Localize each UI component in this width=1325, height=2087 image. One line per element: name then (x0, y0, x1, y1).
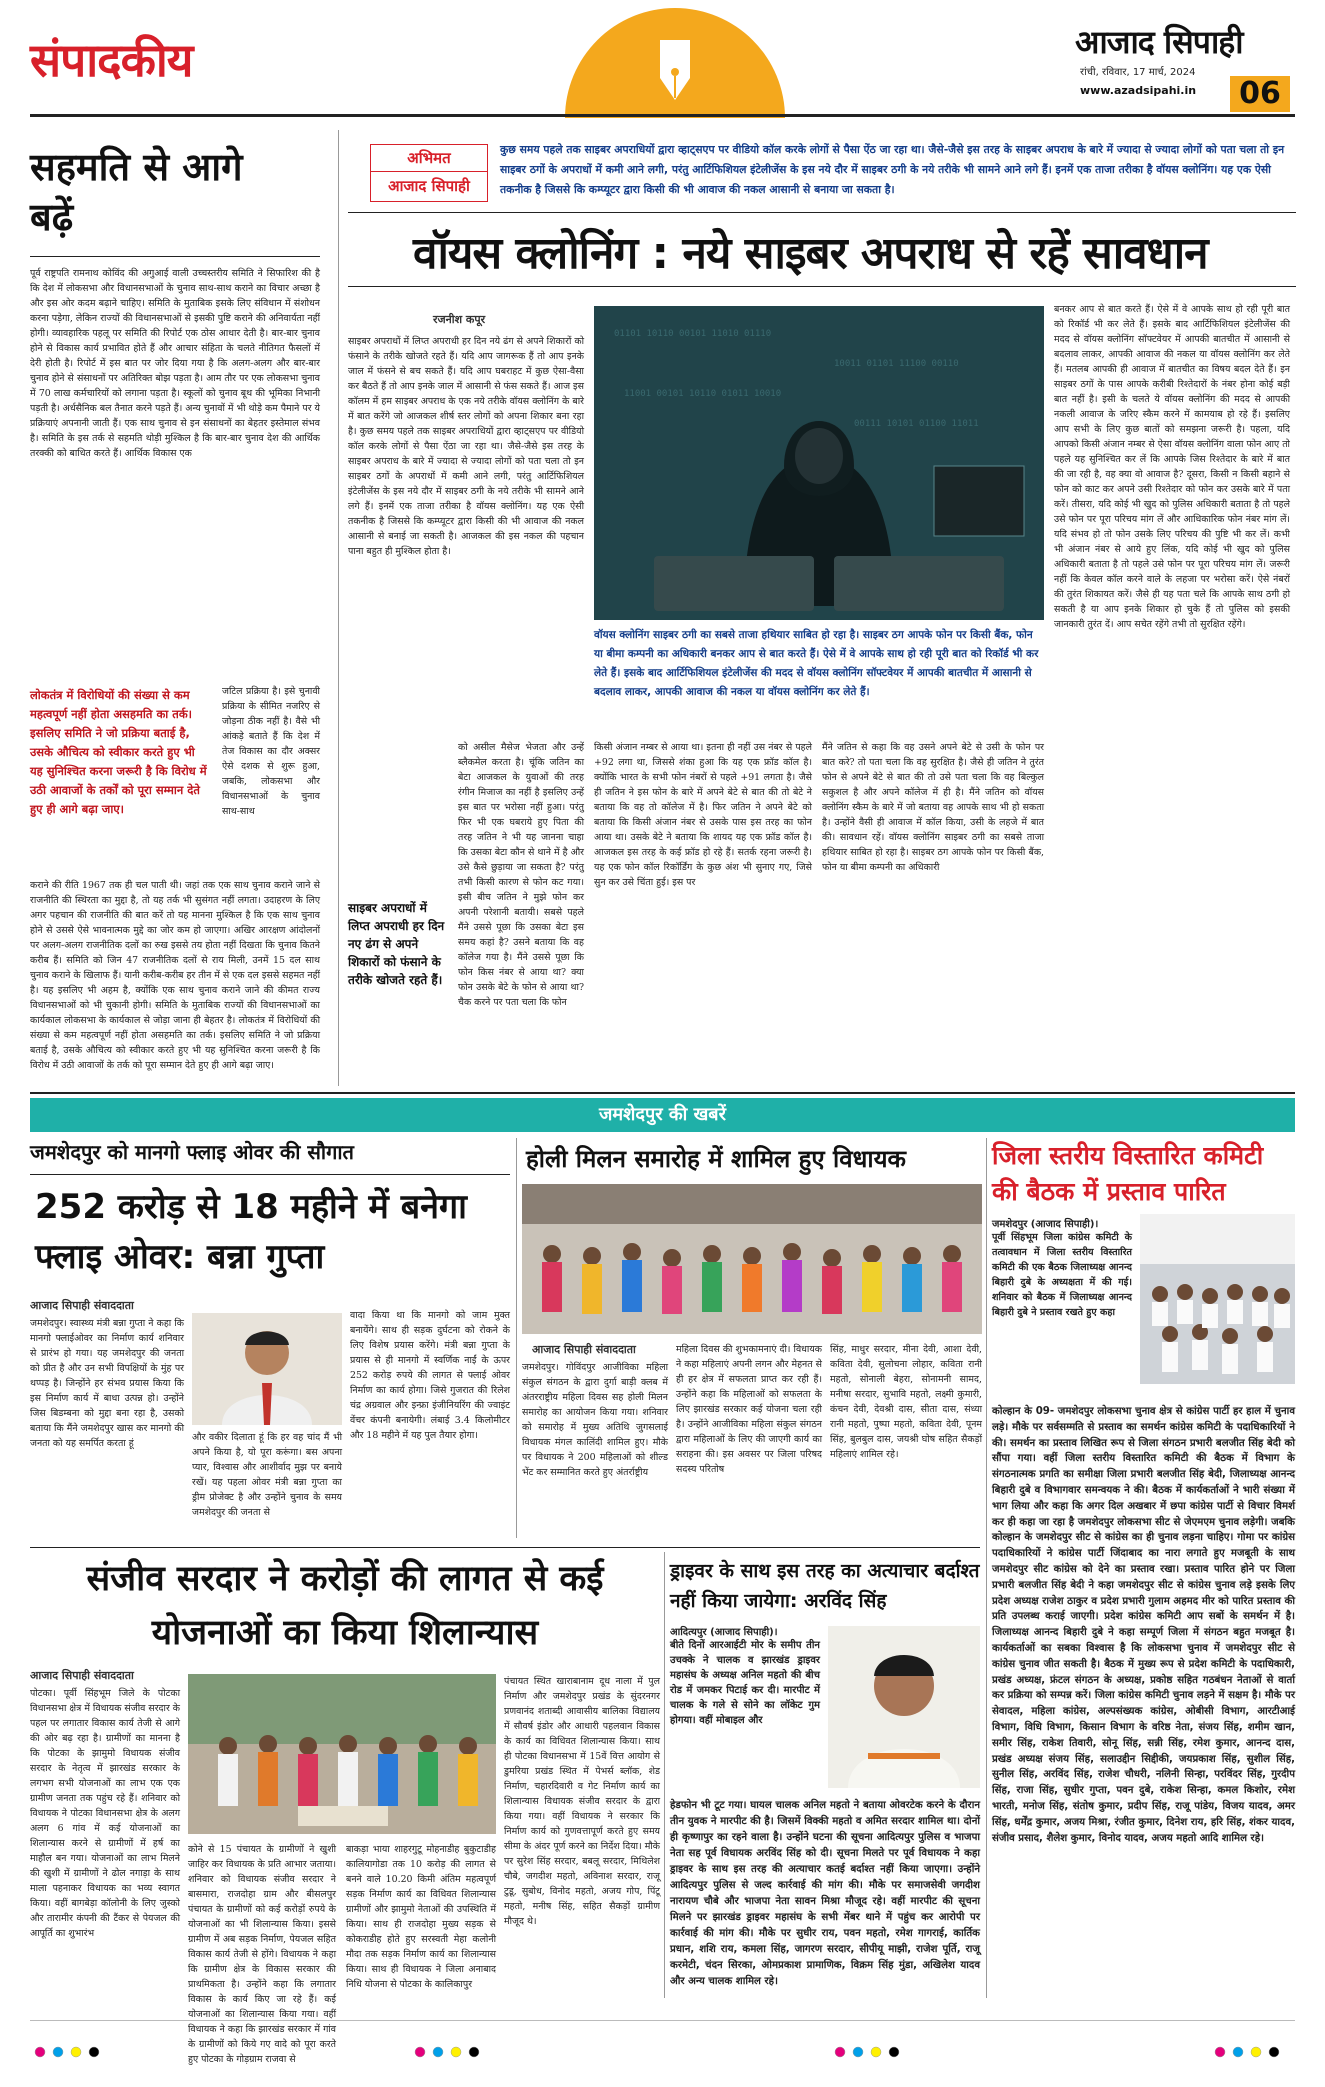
story-driver (670, 1552, 980, 2002)
opinion-intro: कुछ समय पहले तक साइबर अपराधियों द्वारा व्हाट्सएप पर वीडियो कॉल करके लोगों से पैसा ऐंठ जा रहा था। जैसे-जैसे इस तरह के साइबर अपराध के बारे में ज्यादा से ज्यादा लोगों को पता चला तो इन साइबर ठगों के अपराधों में कमी आने लगी, परंतु आर्टिफिशियल इंटेलीजेंस के इस नये दौर में साइबर ठगी के नये तरीके भी सामने आने लगे हैं। इनमें एक ताजा तरीका है वॉयस क्लोनिंग। यह एक ऐसी तकनीक है जिससे कि कम्प्यूटर द्वारा किसी की भी आवाज की नकल आसानी से बनाया जा सकता है। (500, 143, 1285, 196)
editorial-body-3: कराने की रीति 1967 तक ही चल पाती थी। जहां तक एक साथ चुनाव कराने जाने से राजनीति की स्थिरता का मुद्दा है, तो यह तर्क भी सुसंगत नहीं लगता। उदाहरण के लिए अगर पहचान की राजनीति की बात करें तो यह मानना मुश्किल है कि एक साथ चुनाव होने से उससे ऐसे भावनात्मक मुद्दे का जोर कम हो जाएगा। अखिर आरक्षण आंदोलनों पर अलग-अलग राजनीतिक दलों का रुख इससे तय होता नहीं दिखता कि चुनाव कितने करीब हैं। समिति को जिन 47 राजनीतिक दलों से राय मिली, उनमें 15 दल साथ चुनाव कराने के खिलाफ हैं। यानी करीब-करीब हर तीन में से एक दल इससे सहमत नहीं है। यह इसलिए भी अहम है, क्योंकि एक साथ चुनाव कराने जाने की कीमत राज्य विधानसभाओं को भी चुकानी होगी। समिति के मुताबिक राज्यों की विधानसभाओं का कार्यकाल लोकसभा के कार्यकाल से जोड़ा जाना ही बेहतर है। लोकतंत्र में विरोधियों की संख्या से कम महत्वपूर्ण नहीं होता असहमति का तर्क। इसलिए समिति ने जो प्रक्रिया बताई है, उसके औचित्य को स्वीकार करते हुए भी यह सुनिश्चित करना जरूरी है कि विरोध में उठी आवाजों के तर्क को पूरा सम्मान देते हुए ही आगे बढ़ा जाए। (30, 880, 320, 1071)
registration-dot (1233, 2047, 1243, 2057)
page-number: 06 (1230, 76, 1290, 112)
svg-text:10011 01101 11100 00110: 10011 01101 11100 00110 (834, 359, 959, 369)
jamshedpur-banner (30, 1098, 1295, 1132)
story1-body-2: और वकीर दिलाता हूं कि हर वह चांद मैं भी अपने किया है, यो पूरा करूंगा। बस अपना प्यार, विश्वास और आशीर्वाद मुझ पर बनाये रखें। यह पहला ओवर मंत्री बन्ना गुप्ता का ड्रीम प्रोजेक्ट है और उन्होंने चुनाव के समय जमशेदपुर की जनता से (192, 1432, 342, 1518)
registration-dot (89, 2047, 99, 2057)
meeting-photo (1140, 1214, 1295, 1384)
opinion-title: वॉयस क्लोनिंग : नये साइबर अपराध से रहें सावधान (413, 228, 1208, 279)
svg-text:11001 00101 10110 01011 10010: 11001 00101 10110 01011 10010 (624, 389, 782, 399)
footer-color-dots (30, 2044, 1295, 2058)
opinion-col-c: मैंने जतिन से कहा कि वह उसने अपने बेटे से उसी के फोन पर बात करे? तो पता चला कि वह सुरक्षित है। जैसे ही जतिन ने तुरंत फोन से अपने बेटे से बात की तो उसे पता चला कि वह बिल्कुल सकुशल है और अपने कॉलेज में ही है। मैंने जतिन को वॉयस क्लोनिंग स्कैम के बारे में जो बताया वह आपके साथ भी हो सकता है। उन्होंने वैसी ही आवाज में कॉल किया, उसी के लहजे में बात की। सावधान रहें। वॉयस क्लोनिंग साइबर ठगी का सबसे ताजा हथियार साबित हो रहा है। साइबर ठग आपके फोन पर किसी बैंक, फोन या बीमा कम्पनी का अधिकारी (822, 742, 1044, 873)
registration-dot (433, 2047, 443, 2057)
holi-photo (522, 1184, 982, 1334)
photo-caption: वॉयस क्लोनिंग साइबर ठगी का सबसे ताजा हथियार साबित हो रहा है। साइबर ठग आपके फोन पर किसी बैंक, फोन या बीमा कम्पनी का अधिकारी बनकर आप से बात करते हैं। ऐसे में वे आपके साथ हो रही पूरी बात को रिकॉर्ड भी कर लेते हैं। इसके बाद आर्टिफिशियल इंटेलीजेंस की मदद से वॉयस क्लोनिंग सॉफ्टवेयर में आपकी बातचीत में आसानी से बदलाव लाकर, आपकी आवाज की नकल या वॉयस क्लोनिंग कर लेते हैं। (594, 629, 1039, 698)
arvind-singh-photo (828, 1626, 980, 1788)
banner-label: जमशेदपुर की खबरें (599, 1104, 726, 1125)
editorial-body-2: जटिल प्रक्रिया है। इसे चुनावी प्रक्रिया के सीमित नजरिए से जोड़ना ठीक नहीं है। वैसे भी आंकड़े बताते हैं कि देश में तेज विकास का दौर अक्सर ऐसे दशक से शुरू हुआ, जबकि, लोकसभा और विधानसभाओं के चुनाव साथ-साथ (222, 686, 320, 817)
sidebar-quote: साइबर अपराधों में लिप्त अपराधी हर दिन नए ढंग से अपने शिकारों को फंसाने के तरीके खोजते रहते हैं। (348, 901, 445, 987)
story2-body-2: महिला दिवस की शुभकामनाएं दी। विधायक ने कहा महिलाएं अपनी लगन और मेहनत से ही हर क्षेत्र में सफलता प्राप्त कर रही हैं। उन्होंने कहा कि महिलाओं को सफलता के लिए झारखंड सरकार कई योजना चला रही है। उन्होंने आजीविका महिला संकुल संगठन द्वारा महिलाओं के लिए की जाएगी कार्य का सराहना की। इस अवसर पर जिला परिषद सदस्य परितोष (676, 1344, 822, 1475)
story1-body-1: जमशेदपुर। स्वास्थ्य मंत्री बन्ना गुप्ता ने कहा कि मानगो फ्लाईओवर का निर्माण कार्य शनिवार से प्रारंभ हो गया। यह जमशेदपुर की जनता को प्रीत है और उन सभी विपक्षियों के मुंह पर थप्पड़ है। जिन्होंने हर संभव प्रयास किया कि इस निर्माण कार्य में बाधा उत्पन्न हो। उन्होंने जिस बिडम्बना को मुद्दा बना रहा है, उसको बताया कि मैंने जमशेदपुर खास कर मानगो की जनता को यह समर्पित करता हूं (30, 1318, 184, 1449)
opinion-col-b: किसी अंजान नम्बर से आया था। इतना ही नहीं उस नंबर से पहले +92 लगा था, जिससे शंका हुआ कि यह एक फ्रॉड कॉल है। क्योंकि भारत के सभी फोन नंबरों से पहले +91 लगता है। जैसे ही जतिन ने इस फोन के बारे में अपने बेटे से बात की तो बेटे ने बताया कि वह तो कॉलेज में है। फिर जतिन ने अपने बेटे को बताया कि किसी अंजान नंबर से उसके पास इस तरह का फोन आया था। उसके बेटे ने बताया कि शायद यह एक फ्रॉड कॉल है। आजकल इस तरह के कई फ्रॉड हो रहे हैं। सतर्क रहना जरूरी है। यह एक फोन कॉल रिकॉर्डिंग के कुछ अंश भी सुनाए गए, जिसे सुन कर उसे चिंता हुई। इस पर (594, 742, 812, 888)
story2-body-3: सिंह, माधुर सरदार, मीना देवी, आशा देवी, कविता देवी, सुलोचना लोहार, कविता रानी महतो, सोनाली बेहरा, सोनामनी सामद, मनीषा सरदार, सुभावि महतो, लक्ष्मी कुमारी, कंचन देवी, देवश्री दास, सीता दास, संध्या रानी महतो, पुष्पा महतो, कविता देवी, पूनम सिंह, बुलबुल दास, जयश्री घोष सहित सैकड़ों महिलाएं शामिल रहे। (830, 1344, 982, 1460)
story5-body: हेडफोन भी टूट गया। घायल चालक अनिल महतो ने बताया ओवरटेक करने के दौरान तीन युवक ने मारपीट की है। जिसमें विक्की महतो व अमित सरदार शामिल था। दोनों ही कृष्णापुर का रहने वाला है। उन्होंने घटना की सूचना आदित्यपुर पुलिस व भाजपा नेता सह पूर्व विधायक अरविंद सिंह को दी। सूचना मिलते पर पूर्व विधायक ने कहा ड्राइवर के साथ इस तरह की अत्याचार कतई बर्दाश्त नहीं किया जाएगा। उन्होंने आदित्यपुर पुलिस से जल्द कार्रवाई की मांग की। मौके पर समाजसेवी जगदीश नारायण चौबे और भाजपा नेता सावन मिश्रा मौजूद रहे। वहीं मारपीट की सूचना मिलने पर झारखंड ड्राइवर महासंघ के सभी मेंबर थाने में पहुंच कर आरोपी पर कार्रवाई की मांग की। मौके पर सुधीर राय, पवन महतो, रमेश गागराई, कार्तिक प्रधान, शशि राय, कमला सिंह, जागरण सरदार, सीपीयू माझी, राजेश पूर्ति, राजू करमेटी, चंदन सिरका, ओमप्रकाश प्रामाणिक, विक्रम सिंह मुंडा, अखिलेश यादव और अन्य चालक शामिल रहे। (670, 1800, 980, 1987)
story1-title: 252 करोड़ से 18 महीने में बनेगा फ्लाइ ओवर: बन्ना गुप्ता (35, 1187, 467, 1277)
story3-title: जिला स्तरीय विस्तारित कमिटी की बैठक में प्रस्ताव पारित (992, 1141, 1264, 1206)
opinion (348, 126, 1296, 1086)
registration-dot (1215, 2047, 1225, 2057)
registration-dot (415, 2047, 425, 2057)
registration-dot (35, 2047, 45, 2057)
section-label: संपादकीय (30, 33, 193, 87)
story5-title: ड्राइवर के साथ इस तरह का अत्याचार बर्दाश्त नहीं किया जायेगा: अरविंद सिंह (670, 1560, 980, 1612)
story-flyover (30, 1138, 510, 1543)
paper-name: आजाद सिपाही (1075, 23, 1243, 61)
story4-body-1: पोटका। पूर्वी सिंहभूम जिले के पोटका विधानसभा क्षेत्र में विधायक संजीव सरदार के पहल पर लगातार विकास कार्य तेजी से आगे की ओर बढ़ रहा है। ग्रामीणों का मानना है कि पोटका के झामुमो विधायक संजीव सरदार के नेतृत्व में झारखंड सरकार के लगभग सभी योजनाओं का लाभ एक एक ग्रामीण जनता तक पहुंच रहे हैं। शनिवार को विधायक ने पोटका विधानसभा क्षेत्र के अलग अलग 6 गांव में कई योजनाओं का शिलान्यास करने से ग्रामीणों में हर्ष का माहौल बन गया। योजनाओं का लाभ मिलने की खुशी में ग्रामीणों ने ढोल नगाड़ा के साथ माला पहनाकर विधायक का भव्य स्वागत किया। वहीं बागबेड़ा कॉलोनी के लिए जुस्को और तारामीर कंपनी की टैंकर से पेयजल की आपूर्ति का शुभारंभ (30, 1688, 180, 1939)
registration-dot (451, 2047, 461, 2057)
registration-dot (1251, 2047, 1261, 2057)
story-holi (522, 1138, 982, 1543)
editorial (30, 126, 330, 1086)
editorial-pullquote: लोकतंत्र में विरोधियों की संख्या से कम महत्वपूर्ण नहीं होता असहमति का तर्क। इसलिए समिति ने जो प्रक्रिया बताई है, उसके औचित्य को स्वीकार करते हुए भी यह सुनिश्चित करना जरूरी है कि विरोध में उठी आवाजों के तर्कों को पूरा सम्मान देते हुए ही आगे बढ़ा जाए। (30, 688, 207, 816)
editorial-title: सहमति से आगे बढ़ें (30, 145, 243, 239)
story1-kicker: जमशेदपुर को मानगो फ्लाइ ओवर की सौगात (30, 1140, 354, 1164)
banna-gupta-photo (192, 1313, 342, 1425)
registration-dot (853, 2047, 863, 2057)
story2-title: होली मिलन समारोह में शामिल हुए विधायक (526, 1145, 906, 1173)
story5-byline: आदित्यपुर (आजाद सिपाही)। (670, 1627, 778, 1638)
story3-byline: जमशेदपुर (आजाद सिपाही)। (992, 1219, 1099, 1230)
story4-title: संजीव सरदार ने करोड़ों की लागत से कई योजनाओं का किया शिलान्यास (86, 1559, 604, 1653)
registration-dot (871, 2047, 881, 2057)
website[interactable]: www.azadsipahi.in (1080, 84, 1197, 97)
registration-dot (1269, 2047, 1279, 2057)
story4-body-3: बाकड़ा भाया शाहरगुटू मोहनाडीह बुकुटाडीह कालियागोडा तक 10 करोड़ की लागत से बनने वाले 10.20 किमी अंतिम महत्वपूर्ण सड़क निर्माण कार्य का विधिवत शिलान्यास ग्रामीणों और झामुमो नेताओं की उपस्थिति में किया। साथ ही राजदोहा मुख्य सड़क से कोकराडीह होते हुए सरस्वती मेहा कलोनी मौदा तक सड़क निर्माण कार्य का शिलान्यास किया। साथ ही विधायक ने जिला अनाबाद निधि योजना से पोटका के कालिकापुर (346, 1844, 496, 1990)
registration-dot (889, 2047, 899, 2057)
opinion-right-col: बनकर आप से बात करते हैं। ऐसे में वे आपके साथ हो रही पूरी बात को रिकॉर्ड भी कर लेते हैं। इसके बाद आर्टिफिशियल इंटेलीजेंस की मदद से वॉयस क्लोनिंग सॉफ्टवेयर में आपकी बातचीत में आसानी से बदलाव लाकर, आपकी आवाज की नकल या वॉयस क्लोनिंग कर लेते हैं। मतलब आपकी ही आवाज में बातचीत का विषय बदल देते हैं। इन साइबर ठगों के पास आपके करीबी रिश्तेदारों के नंबर होना कोई बड़ी बात नहीं है। इसी के चलते ये वॉयस क्लोनिंग की मदद से आपकी नकली आवाज के जरिए स्कैम करने में कामयाब हो रहे हैं। इसलिए आप सभी के लिए कुछ बातों को समझना जरूरी है। पहला, यदि आपको किसी अंजान नम्बर से ऐसा वॉयस क्लोनिंग वाला फोन आए तो पहले यह सुनिश्चित कर लें कि आपके जिस रिश्तेदार के बारे में बात की जा रही है, वह क्या वो आवाज है? दूसरा, किसी न किसी बहाने से फोन को काट कर अपने उसी रिश्तेदार को फोन कर उसके बारे में पता करें। तीसरा, यदि कोई भी खुद को पुलिस अधिकारी बताता है तो पहले उसे फोन पर पूरा परिचय मांग लें और आधिकारिक फोन नंबर मांग लें। यदि संभव हो तो फोन उसके लिए परिचय की पुष्टि भी कर लें। कभी भी अंजान नंबर से आये हुए लिंक, यदि कोई भी खुद को पुलिस अधिकारी बताता है तो पहले उसे फोन पर पूरा परिचय मांग लें। जरूरी नहीं कि केवल कॉल करने वाले के लहजा पर भरोसा करें। ऐसे नंबरों की तुरंत शिकायत करें। जैसे ही यह पता चले कि आपके साथ ठगी हो सकती है या आप इनके शिकार हो चुके हैं तो पुलिस को इसकी जानकारी तुरंत दें। आप सचेत रहेंगे तभी तो सुरक्षित रहेंगे। (1054, 304, 1290, 630)
story4-byline: आजाद सिपाही संवाददाता (30, 1669, 134, 1682)
author-name: रजनीश कपूर (433, 313, 486, 326)
registration-dot (53, 2047, 63, 2057)
registration-dot (469, 2047, 479, 2057)
story1-byline: आजाद सिपाही संवाददाता (30, 1299, 134, 1312)
story4-body-2: कोने से 15 पंचायत के ग्रामीणों ने खुशी जाहिर कर विधायक के प्रति आभार जताया। शनिवार को विधायक संजीव सरदार ने बासमारा, राजदोहा ग्राम और बीसलपुर पंचायत के ग्रामीणों को कई करोड़ों रुपये के योजनाओं का भी शिलान्यास किया। इससे ग्रामीण में अब सड़क निर्माण, पेयजल सहित विकास कार्य तेजी से होंगे। विधायक ने कहा कि ग्रामीण क्षेत्र के विकास सरकार की प्राथमिकता है। उन्होंने कहा कि लगातार विकास के कार्य किए जा रहे हैं। कई योजनाओं का शिलान्यास किया गया। वहीं विधायक ने कहा कि झारखंड सरकार में गांव के ग्रामीणों को किये गए वादे को पूरा करते हुए पोटका के गोड़ग्राम राजवा से (188, 1844, 336, 2065)
opinion-col-1: साइबर अपराधों में लिप्त अपराधी हर दिन नये ढंग से अपने शिकारों को फंसाने के तरीके खोजते रहते हैं। यदि आप जागरूक हैं तो आप इनके जाल में फंसने से बच सकते हैं। यदि आप घबराहट में कुछ ऐसा-वैसा कर बैठते हैं तो आप इनके जाल में आसानी से फंस सकते हैं। आज इस कॉलम में हम साइबर अपराध के एक नये तरीके वॉयस क्लोनिंग के बारे में बात करेंगे जो आजकल शीर्ष स्तर लोगों को अपना शिकार बना रहा है। कुछ समय पहले तक साइबर अपराधियों द्वारा व्हाट्सएप पर वीडियो कॉल करके लोगों से पैसा ऐंठा जा रहा था। जैसे-जैसे इस तरह के साइबर अपराध के बारे में ज्यादा से ज्यादा लोगों को पता चला तो इन साइबर ठगों के अपराधों में कमी आने लगी, परंतु आर्टिफिशियल इंटेलीजेंस के इस नये दौर में साइबर ठगी के नये तरीके भी सामने आने लगे हैं। इनमें एक ताजा तरीका है वॉयस क्लोनिंग। यह एक ऐसी तकनीक है जिससे कि कम्प्यूटर द्वारा किसी की भी आवाज की नकल आसानी से बनाई जा सकती है। आजकल की इस नकल की पहचान पाना बहुत ही मुश्किल होता है। (348, 336, 584, 557)
registration-dot (71, 2047, 81, 2057)
story-sanjeev (30, 1552, 660, 2065)
badge-bottom: आजाद सिपाही (388, 177, 470, 195)
story3-body-side: पूर्वी सिंहभूम जिला कांग्रेस कमिटी के तत्वावधान में जिला स्तरीय विस्तारित कमिटी की एक बैठक जिलाध्यक्ष आनन्द बिहारी दुबे के अध्यक्षता में की गई। शनिवार को बैठक में जिलाध्यक्ष आनन्द बिहारी दुबे ने प्रस्ताव रखते हुए कहा (992, 1232, 1132, 1318)
opinion-col-a: को असील मैसेज भेजता और उन्हें ब्लैकमेल करता है। चूंकि जतिन का बेटा आजकल के युवाओं की तरह रंगीन मिजाज का नहीं है इसलिए उन्हें इस बात पर भरोसा नहीं हुआ। परंतु फिर भी एक घबराये हुए पिता की तरह जतिन ने भी यह जानना चाहा कि उसका बेटा कौन से थाने में है और उसे कैसे छुड़ाया जा सकता है? परंतु तभी किसी कारण से फोन कट गया। इसी बीच जतिन ने मुझे फोन कर अपनी परेशानी बतायी। सबसे पहले मैंने उससे पूछा कि उसका बेटा इस समय कहां है? उसने बताया कि वह कॉलेज गया है। मैंने उससे पूछा कि फोन किस नंबर से आया था? क्या फोन उसके बेटे के फोन से आया था? चैक करने पर पता चला कि फोन (458, 742, 584, 1008)
badge-top: अभिमत (371, 145, 487, 172)
story5-body-side: बीते दिनों आरआईटी मोर के समीप तीन उचक्के ने चालक व झारखंड ड्राइवर महासंघ के अध्यक्ष अनिल महतो की बीच रोड में जमकर पिटाई कर दी। मारपीट में चालक के गले से सोने का लॉकेट गुम होगया। वहीं मोबाइल और (670, 1640, 820, 1726)
masthead (0, 0, 1325, 118)
registration-dot (835, 2047, 845, 2057)
story2-byline: आजाद सिपाही संवाददाता (532, 1343, 636, 1356)
editorial-body-1: पूर्व राष्ट्रपति रामनाथ कोविंद की अगुआई वाली उच्चस्तरीय समिति ने सिफारिश की है कि देश में लोकसभा और विधानसभाओं के चुनाव साथ-साथ कराने का विचार अच्छा है और इस ओर कदम बढ़ाने चाहिए। समिति के मुताबिक इसके लिए संविधान में संशोधन करना पड़ेगा, लेकिन राज्यों की विधानसभाओं से इसकी पुष्टि कराने की अनिवार्यता नहीं होगी। व्यावहारिक पहलू पर समिति की रिपोर्ट एक ठोस आधार देती है। बार-बार चुनाव होने से विकास कार्य प्रभावित होते हैं और आचार संहिता के चलते नीतिगत फैसलों में देरी होती है। रिपोर्ट में इस बात पर जोर दिया गया है कि अलग-अलग और बार-बार चुनाव होने से संसाधनों पर अतिरिक्त बोझ पड़ता है। आम तौर पर एक लोकसभा चुनाव में 70 लाख कर्मचारियों को लगाना पड़ता है। स्कूलों को चुनाव बूथ की भूमिका निभानी पड़ती है। अर्धसैनिक बल तैनात करने पड़ते हैं। अन्य चुनावों में भी थोड़े कम पैमाने पर ये प्रक्रियाएं अपनानी जाती हैं। एक साथ चुनाव से इन संसाधनों का बेहतर इस्तेमाल संभव है। समिति के इस तर्क से सहमति थोड़ी मुश्किल है कि बार-बार चुनाव देश की आर्थिक तरक्की को बाधित करते हैं। आर्थिक विकास एक (30, 268, 320, 459)
svg-text:01101 10110 00101 11010 01110: 01101 10110 00101 11010 01110 (614, 329, 772, 339)
hacker-photo (594, 306, 1044, 620)
story1-body-3: वादा किया था कि मानगो को जाम मुक्त बनायेंगे। साथ ही सड़क दुर्घटना को रोकने के लिए विशेष प्रयास करेंगे। मंत्री बन्ना गुप्ता के प्रयास से ही मानगो में स्वर्णिक नाईं के ऊपर 252 करोड़ रुपये की लागत से फ्लाई ओवर निर्माण का कार्य होगा। जिसे गुजरात की रिलेश चंद्र अग्रवाल और इन्फ्रा इंजीनियरिंग की ज्वाइंट वेंचर कंपनी बनायेगी। लंबाई 3.4 किलोमीटर और 18 महीने में यह पुल तैयार होगा। (350, 1310, 510, 1441)
dateline: रांची, रविवार, 17 मार्च, 2024 (1080, 67, 1196, 78)
story2-body-1: जमशेदपुर। गोविंदपुर आजीविका महिला संकुल संगठन के द्वारा दुर्गा बाड़ी क्लब में अंतरराष्ट्रीय महिला दिवस सह होली मिलन समारोह का आयोजन किया गया। शनिवार को समारोह में मुख्य अतिथि जुगसलाई विधायक मंगल कालिंदी शामिल हुए। मौके पर विधायक ने 200 महिलाओं को शील्ड भेंट कर सम्मानित करते हुए अंतर्राष्ट्रीय (522, 1362, 668, 1478)
story3-body: कोल्हान के 09- जमशेदपुर लोकसभा चुनाव क्षेत्र से कांग्रेस पार्टी हर हाल में चुनाव लड़े। मौके पर सर्वसम्मति से प्रस्ताव का समर्थन कांग्रेस कमिटी के पदाधिकारियों ने की। समर्थन का प्रस्ताव लिखित रूप से जिला संगठन प्रभारी बलजीत सिंह बेदी को सौंपा गया। वहीं जिला स्तरीय विस्तारित कमिटी की बैठक में विभाग के संगठनात्मक प्रगति का समीक्षा जिला प्रभारी बलजीत सिंह बेदी, जिलाध्यक्ष आनन्द बिहारी दुबे व विभागवार समन्वयक ने की। बैठक में कार्यकर्ताओं ने भारी संख्या में भाग लिया और कहा कि अगर दिल अखबार में छपा कांग्रेस पार्टी से विचार विमर्श कर ही कहा जा रहा है जमशेदपुर लोकसभा सीट से जेएमएम चुनाव लड़ेगी। जबकि कोल्हान के जमशेदपुर सीट से कांग्रेस का ही चुनाव लड़ना चाहिए। गोमा पर कांग्रेस पदाधिकारियों ने कांग्रेस पार्टी जिंदाबाद का नारा लगाते हुए मजबूती के साथ जमशेदपुर सीट कांग्रेस को देने का प्रस्ताव रखा। प्रस्ताव पारित होने पर जिला प्रभारी बलजीत सिंह बेदी ने कहा जमशेदपुर सीट से कांग्रेस चुनाव लड़े इसके लिए प्रदेश अध्यक्ष राजेश ठाकुर व प्रदेश प्रभारी गुलाम अहमद मीर को पारित प्रस्ताव की प्रति उपलब्ध कराई जाएगी। प्रदेश कांग्रेस कमिटी आप सबों के समर्थन में है। जिलाध्यक्ष आनन्द बिहारी दुबे ने कहा सम्पूर्ण जिला में संगठन बहुत मजबूत है। कार्यकर्ताओं का सबका विश्वास है कि लोकसभा चुनाव में जमशेदपुर सीट से कांग्रेस चुनाव जीत सकती है। बैठक में मुख्य रूप से प्रदेश कमिटी के पदाधिकारी, प्रखंड अध्यक्ष, फ्रंटल संगठन के अध्यक्ष, प्रकोष्ठ सहित गठबंधन नेताओं से वार्ता कर प्रक्रिया को सम्पन्न करें। जिला कांग्रेस कमिटी चुनाव लड़ने में सक्षम है। मौके पर सेवादल, महिला कांग्रेस, अल्पसंख्यक कांग्रेस, ओबीसी विभाग, आरटीआई विभाग, विधि विभाग, किसान विभाग के वरिष्ठ नेता, संजय सिंह, शमीम खान, समीर सिंह, राकेश तिवारी, सोनू सिंह, सन्नी सिंह, रमेश कुमार, आनन्द दास, प्रखंड अध्यक्ष संजय सिंह, सलाउद्दीन सिद्दीकी, जयप्रकाश सिंह, सुशील सिंह, सुनील सिंह, अरविंद सिंह, राजेश चौधरी, नलिनी सिन्हा, परविंदर सिंह, गुरदीप सिंह, राजा सिंह, सुधीर गुप्ता, पवन दुबे, राकेश सिन्हा, कमल किशोर, रमेश भारती, मनोज सिंह, संतोष कुमार, प्रदीप सिंह, राजू पांडेय, विजय यादव, अमर सिंह, धर्मेंद्र कुमार, अजय मिश्रा, रंजीत कुमार, दिनेश राय, हरि सिंह, शंकर यादव, संजीव प्रसाद, शैलेश कुमार, विनोद यादव, अजय महतो आदि शामिल रहे। (992, 1406, 1295, 1844)
opinion-badge (370, 144, 488, 202)
svg-text:00111 10101 01100 11011: 00111 10101 01100 11011 (854, 419, 979, 429)
pen-sun-logo (560, 0, 790, 118)
story4-body-4: पंचायत स्थित खाराबानाम दूध नाला में पुल निर्माण और जमशेदपुर प्रखंड के सुंदरनगर प्रणवानंद शताब्दी आवासीय बालिका विद्यालय में सौवर्ष इंडोर और आधारी पहलवान विकास के कार्य का विधिवत शिलान्यास किया। साथ ही पोटका विधानसभा में 15वें वित्त आयोग से डुमरिया प्रखंड स्थित में पेभर्स ब्लॉक, शेड निर्माण, चहारदिवारी व गेट निर्माण कार्य का शिलान्यास विधायक संजीव सरदार के द्वारा किया गया। वहीं विधायक ने सरकार कि निर्माण कार्य को गुणवत्तापूर्ण करते हुए समय सीमा के अंदर पूर्ण करने का निर्देश दिया। मौके पर सुरेश सिंह सरदार, बबलू सरदार, मिथिलेश चौबे, जगदीश महतो, अविनाश सरदार, राजू टुडू, सुबोध, विनोद महतो, अजय गोप, पिंटू महतो, मनीष सिंह, सहित सैकड़ों ग्रामीण मौजूद थे। (504, 1676, 660, 1927)
story-committee (992, 1138, 1295, 1998)
foundation-photo (188, 1674, 496, 1834)
